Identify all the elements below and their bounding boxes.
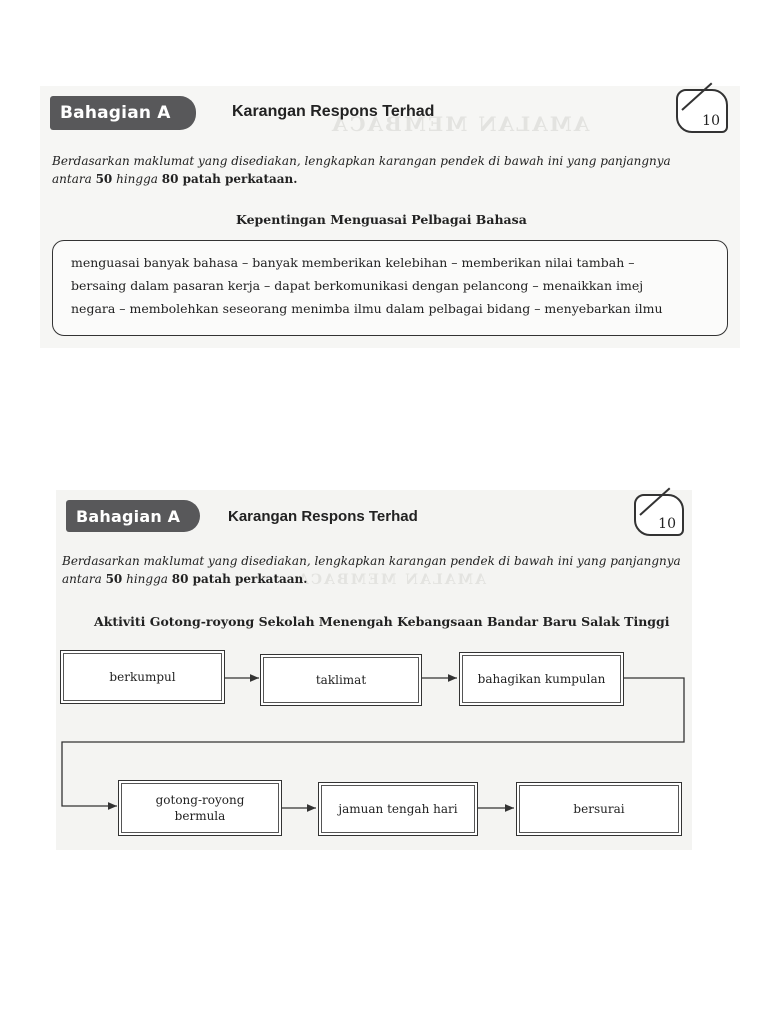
- flow-step-label: jamuan tengah hari: [338, 802, 458, 816]
- instruction-line-1: Berdasarkan maklumat yang disediakan, lengkapkan karangan pendek di bawah ini yang panjangnya: [52, 154, 671, 168]
- flow-step-label: gotong-royong bermula: [155, 793, 245, 823]
- section-heading: Karangan Respons Terhad: [228, 508, 418, 525]
- ghost-text: AMALAN MEMBACA: [330, 112, 590, 136]
- flow-step-bahagikan-kumpulan: [459, 652, 624, 706]
- instruction-line-2: antara 50 hingga 80 patah perkataan.: [52, 172, 298, 186]
- essay-title: Aktiviti Gotong-royong Sekolah Menengah Kebangsaan Bandar Baru Salak Tinggi: [94, 614, 670, 629]
- flow-step-bersurai: [516, 782, 682, 836]
- points-line: menguasai banyak bahasa – banyak memberikan kelebihan – memberikan nilai tambah –: [71, 255, 635, 270]
- instruction-line-1: Berdasarkan maklumat yang disediakan, lengkapkan karangan pendek di bawah ini yang panjangnya: [62, 554, 681, 568]
- instruction-line-2: antara 50 hingga 80 patah perkataan.: [62, 572, 308, 586]
- section-label: Bahagian A: [50, 96, 196, 130]
- flow-step-gotong-royong-bermula: [118, 780, 282, 836]
- score-value: 10: [702, 113, 720, 129]
- section-heading: Karangan Respons Terhad: [232, 103, 435, 120]
- flow-step-label: taklimat: [315, 673, 367, 687]
- points-line: negara – membolehkan seseorang menimba ilmu dalam pelbagai bidang – menyebarkan ilmu: [71, 301, 663, 316]
- points-line: bersaing dalam pasaran kerja – dapat berkomunikasi dengan pelancong – menaikkan imej: [71, 278, 644, 293]
- ghost-text: AMALAN MEMBACA: [296, 572, 486, 588]
- flow-step-label: berkumpul: [109, 670, 176, 684]
- flow-step-berkumpul: [60, 650, 225, 704]
- flow-step-label: bahagikan kumpulan: [477, 672, 606, 686]
- flow-step-label: bersurai: [573, 802, 625, 816]
- section-label: Bahagian A: [66, 500, 200, 532]
- score-value: 10: [658, 516, 676, 532]
- flow-step-jamuan-tengah-hari: [318, 782, 478, 836]
- flow-step-taklimat: [260, 654, 422, 706]
- essay-title: Kepentingan Menguasai Pelbagai Bahasa: [236, 212, 527, 227]
